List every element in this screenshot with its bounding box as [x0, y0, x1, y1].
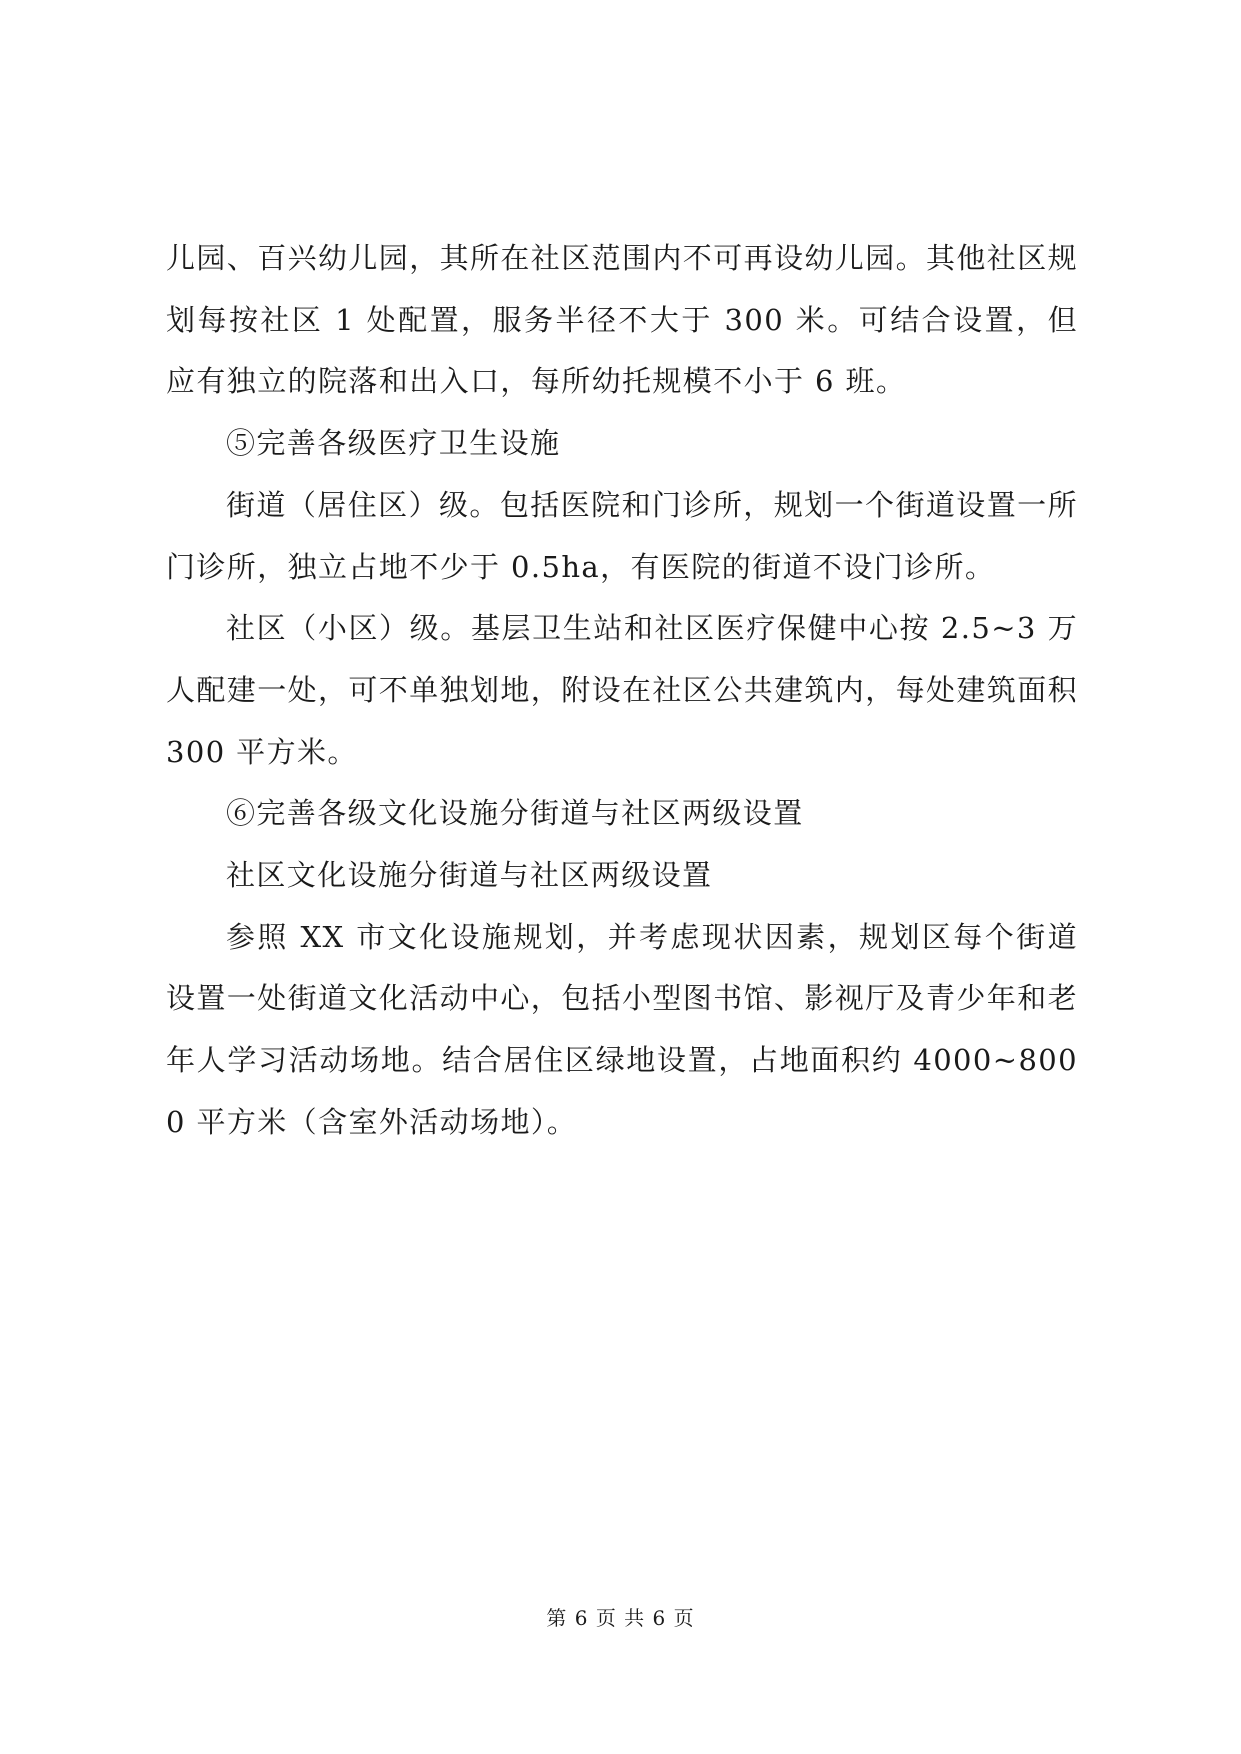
document-body [166, 228, 1078, 1154]
paragraph-street-level-medical: 街道（居住区）级。包括医院和门诊所，规划一个街道设置一所门诊所，独立占地不少于 0.5ha，有医院的街道不设门诊所。 [166, 487, 1078, 584]
paragraph-cultural-activity-center: 参照 XX 市文化设施规划，并考虑现状因素，规划区每个街道设置一处街道文化活动中心，包括小型图书馆、影视厅及青少年和老年人学习活动场地。结合居住区绿地设置，占地面积约 4000~8000 平方米（含室外活动场地）。 [166, 919, 1079, 1139]
heading-cultural-facilities: ⑥完善各级文化设施分街道与社区两级设置 [226, 796, 804, 831]
page-number-footer: 第 6 页 共 6 页 [546, 1606, 695, 1630]
heading-medical-facilities: ⑤完善各级医疗卫生设施 [226, 426, 561, 461]
subheading-community-cultural-facilities: 社区文化设施分街道与社区两级设置 [226, 858, 713, 893]
paragraph-community-level-medical: 社区（小区）级。基层卫生站和社区医疗保健中心按 2.5~3 万人配建一处，可不单独划地，附设在社区公共建筑内，每处建筑面积 300 平方米。 [166, 611, 1079, 769]
paragraph-kindergarten-continued: 儿园、百兴幼儿园，其所在社区范围内不可再设幼儿园。其他社区规划每按社区 1 处配置，服务半径不大于 300 米。可结合设置，但应有独立的院落和出入口，每所幼托规模不小于 6 班。 [166, 241, 1079, 399]
